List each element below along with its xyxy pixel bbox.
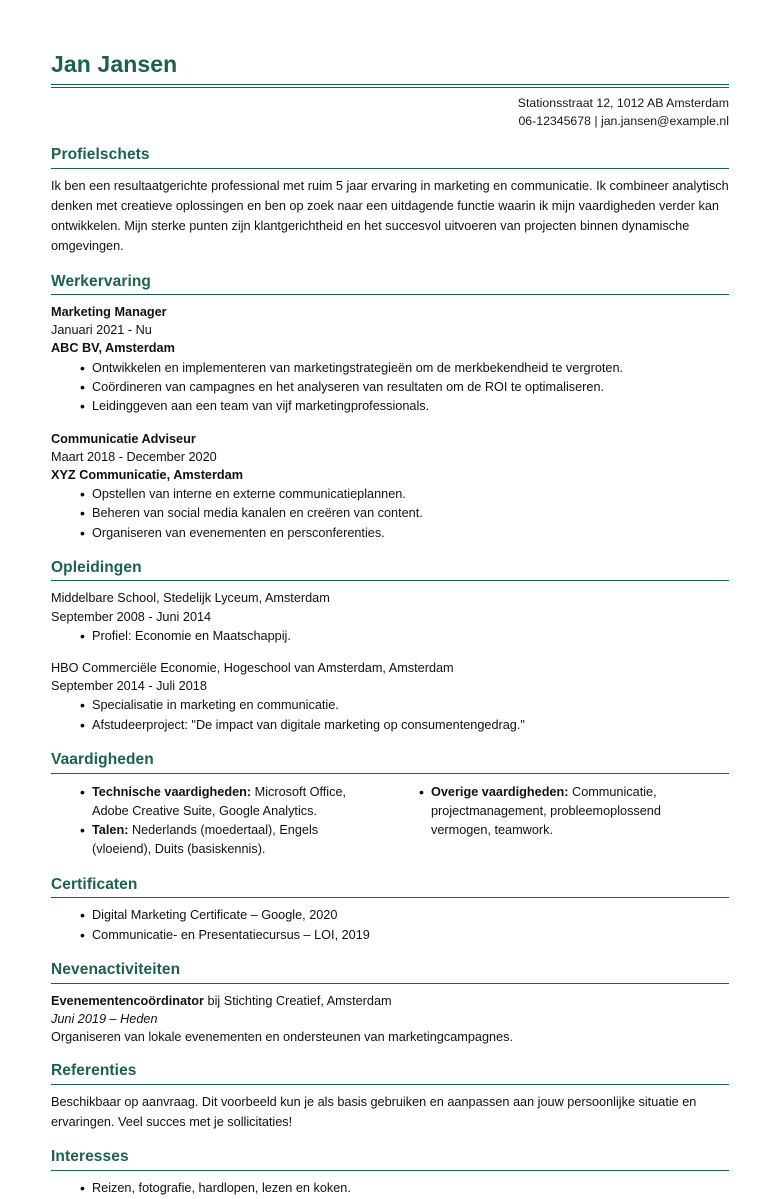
list-item: • Profiel: Economie en Maatschappij. (51, 627, 729, 646)
section-experience (51, 273, 729, 543)
interests-list (51, 1179, 729, 1198)
extracurricular-role-line (51, 992, 729, 1010)
contact-address: Stationsstraat 12, 1012 AB Amsterdam (517, 96, 729, 111)
skills-right-list (390, 783, 729, 841)
list-item: • Leidinggeven aan een team van vijf marketingprofessionals. (51, 397, 729, 416)
section-title-interests: Interesses (51, 1148, 129, 1166)
list-item: • Organiseren van evenementen en persconferenties. (51, 524, 729, 543)
experience-company: XYZ Communicatie, Amsterdam (51, 467, 244, 482)
education-entry (51, 659, 729, 735)
list-item (390, 783, 729, 841)
skills-columns (51, 782, 729, 860)
list-item: • Afstudeerproject: "De impact van digitale marketing op consumentengedrag." (51, 716, 729, 735)
header-double-rule (51, 84, 729, 88)
skills-left-list (51, 783, 390, 860)
experience-bullets (51, 485, 729, 543)
list-item: • Reizen, fotografie, hardlopen, lezen en koken. (51, 1179, 729, 1198)
list-item (51, 783, 390, 822)
section-rule-education (51, 580, 729, 581)
section-references (51, 1062, 729, 1132)
section-certificates (51, 876, 729, 945)
education-school: Middelbare School, Stedelijk Lyceum, Amsterdam (51, 591, 330, 606)
list-item (51, 821, 390, 860)
section-title-profile: Profielschets (51, 146, 150, 164)
list-item: • Communicatie- en Presentatiecursus – LOI, 2019 (51, 926, 729, 945)
section-rule-profile (51, 168, 729, 169)
list-item: • Digital Marketing Certificate – Google, 2020 (51, 906, 729, 925)
experience-period: Januari 2021 - Nu (51, 323, 152, 338)
list-item: • Coördineren van campagnes en het analyseren van resultaten om de ROI te optimaliseren. (51, 378, 729, 397)
skill-value: Communicatie, projectmanagement, probleemoplossend vermogen, teamwork. (431, 784, 661, 838)
section-rule-experience (51, 294, 729, 295)
skill-label: Technische vaardigheden: (92, 784, 252, 799)
skill-label: Talen: (92, 823, 129, 838)
section-title-experience: Werkervaring (51, 272, 151, 290)
skill-value: Nederlands (moedertaal), Engels (vloeiend), Duits (basiskennis). (92, 823, 319, 857)
section-skills (51, 751, 729, 860)
extracurricular-role: Evenementencoördinator (51, 993, 204, 1008)
section-title-certificates: Certificaten (51, 875, 138, 893)
section-title-skills: Vaardigheden (51, 750, 154, 768)
section-profile (51, 146, 729, 256)
extracurricular-organisation: bij Stichting Creatief, Amsterdam (204, 993, 392, 1008)
section-rule-extracurricular (51, 983, 729, 984)
certificates-list (51, 906, 729, 945)
skill-value: Microsoft Office, Adobe Creative Suite, Google Analytics. (92, 784, 347, 818)
profile-text: Ik ben een resultaatgerichte professional met ruim 5 jaar ervaring in marketing en communicatie. Ik combineer analytisch denken met creatieve oplossingen en ben op zoek naar een uitdagende functie waarin ik mijn vaardigheden verder kan ontwikkelen. Mijn sterke punten zijn klantgerichtheid en het succesvol uitvoeren van projecten binnen dynamische omgevingen. (51, 178, 729, 253)
education-period: September 2014 - Juli 2018 (51, 679, 207, 694)
experience-role: Marketing Manager (51, 305, 167, 320)
section-extracurricular (51, 961, 729, 1046)
section-rule-skills (51, 773, 729, 774)
references-text: Beschikbaar op aanvraag. Dit voorbeeld kun je als basis gebruiken en aanpassen aan jouw persoonlijke situatie en ervaringen. Veel succes met je sollicitaties! (51, 1094, 697, 1129)
list-item: • Specialisatie in marketing en communicatie. (51, 696, 729, 715)
education-bullets (51, 696, 729, 735)
section-rule-references (51, 1084, 729, 1085)
section-title-references: Referenties (51, 1062, 137, 1079)
list-item: • Ontwikkelen en implementeren van marketingstrategieën om de merkbekendheid te vergroten. (51, 359, 729, 378)
experience-company: ABC BV, Amsterdam (51, 341, 175, 356)
section-title-education: Opleidingen (51, 558, 142, 576)
section-interests (51, 1148, 729, 1198)
contact-phone-email: 06-12345678 | jan.jansen@example.nl (518, 113, 729, 128)
extracurricular-description: Organiseren van lokale evenementen en ondersteunen van marketingcampagnes. (51, 1029, 513, 1044)
education-entry (51, 589, 729, 646)
experience-bullets (51, 359, 729, 417)
skills-column-right (390, 782, 729, 841)
candidate-name: Jan Jansen (51, 51, 178, 77)
education-period: September 2008 - Juni 2014 (51, 609, 212, 624)
experience-period: Maart 2018 - December 2020 (51, 449, 217, 464)
list-item: • Beheren van social media kanalen en creëren van content. (51, 504, 729, 523)
experience-entry (51, 303, 729, 416)
list-item: • Opstellen van interne en externe communicatieplannen. (51, 485, 729, 504)
education-bullets (51, 627, 729, 646)
skill-label: Overige vaardigheden: (431, 784, 569, 799)
experience-role: Communicatie Adviseur (51, 431, 196, 446)
section-title-extracurricular: Nevenactiviteiten (51, 960, 181, 978)
education-school: HBO Commerciële Economie, Hogeschool van Amsterdam, Amsterdam (51, 661, 454, 676)
skills-column-left (51, 782, 390, 860)
contact-block (51, 95, 729, 130)
extracurricular-entry (51, 992, 729, 1046)
section-rule-interests (51, 1170, 729, 1171)
extracurricular-period: Juni 2019 – Heden (51, 1011, 158, 1026)
experience-entry (51, 430, 729, 543)
section-rule-certificates (51, 897, 729, 898)
section-education (51, 559, 729, 735)
resume-header (51, 52, 729, 130)
